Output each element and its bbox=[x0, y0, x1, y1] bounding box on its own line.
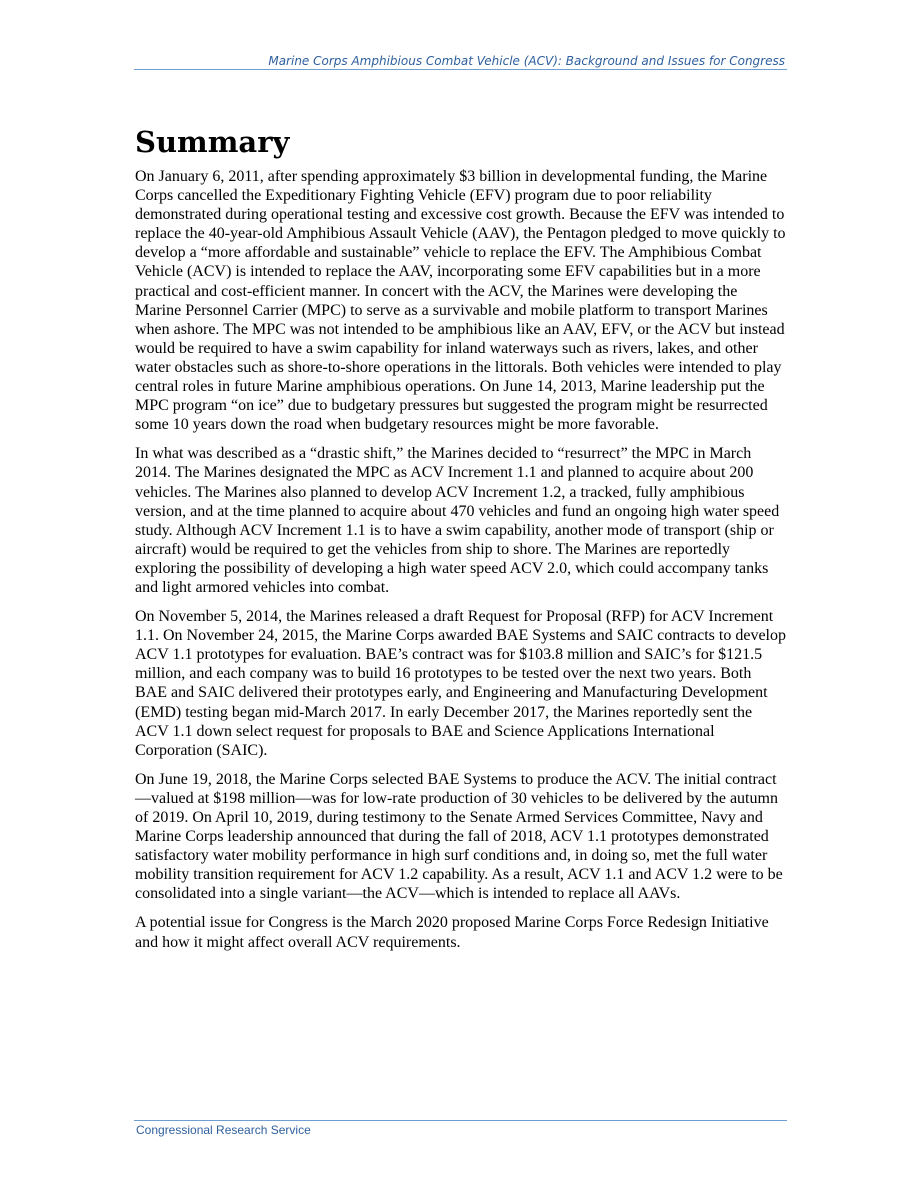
summary-paragraph-1: On January 6, 2011, after spending approximately $3 billion in developmental funding, the Marine Corps cancelled the Expeditionary Fighting Vehicle (EFV) program due to poor reliability demonstrated during operational testing and excessive cost growth. Because the EFV was intended to replace the 40-year-old Amphibious Assault Vehicle (AAV), the Pentagon pledged to move quickly to develop a “more affordable and sustainable” vehicle to replace the EFV. The Amphibious Combat Vehicle (ACV) is intended to replace the AAV, incorporating some EFV capabilities but in a more practical and cost-efficient manner. In concert with the ACV, the Marines were developing the Marine Personnel Carrier (MPC) to serve as a survivable and mobile platform to transport Marines when ashore. The MPC was not intended to be amphibious like an AAV, EFV, or the ACV but instead would be required to have a swim capability for inland waterways such as rivers, lakes, and other water obstacles such as shore-to-shore operations in the littorals. Both vehicles were intended to play central roles in future Marine amphibious operations. On June 14, 2013, Marine leadership put the MPC program “on ice” due to budgetary pressures but suggested the program might be resurrected some 10 years down the road when budgetary resources might be more favorable. bbox=[135, 168, 786, 434]
summary-paragraph-4: On June 19, 2018, the Marine Corps selected BAE Systems to produce the ACV. The initial contract—valued at $198 million—was for low-rate production of 30 vehicles to be delivered by the autumn of 2019. On April 10, 2019, during testimony to the Senate Armed Services Committee, Navy and Marine Corps leadership announced that during the fall of 2018, ACV 1.1 prototypes demonstrated satisfactory water mobility performance in high surf conditions and, in doing so, met the full water mobility transition requirement for ACV 1.2 capability. As a result, ACV 1.1 and ACV 1.2 were to be consolidated into a single variant—the ACV—which is intended to replace all AAVs. bbox=[135, 770, 783, 903]
footer-divider bbox=[134, 1120, 787, 1121]
summary-paragraph-2: In what was described as a “drastic shift,” the Marines decided to “resurrect” the MPC in March 2014. The Marines designated the MPC as ACV Increment 1.1 and planned to acquire about 200 vehicles. The Marines also planned to develop ACV Increment 1.2, a tracked, fully amphibious version, and at the time planned to acquire about 470 vehicles and fund an ongoing high water speed study. Although ACV Increment 1.1 is to have a swim capability, another mode of transport (ship or aircraft) would be required to get the vehicles from ship to shore. The Marines are reportedly exploring the possibility of developing a high water speed ACV 2.0, which could accompany tanks and light armored vehicles into combat. bbox=[135, 445, 780, 596]
summary-paragraph-3: On November 5, 2014, the Marines released a draft Request for Proposal (RFP) for ACV Increment 1.1. On November 24, 2015, the Marine Corps awarded BAE Systems and SAIC contracts to develop ACV 1.1 prototypes for evaluation. BAE’s contract was for $103.8 million and SAIC’s for $121.5 million, and each company was to build 16 prototypes to be tested over the next two years. Both BAE and SAIC delivered their prototypes early, and Engineering and Manufacturing Development (EMD) testing began mid-March 2017. In early December 2017, the Marines reportedly sent the ACV 1.1 down select request for proposals to BAE and Science Applications International Corporation (SAIC). bbox=[135, 608, 786, 759]
publisher-name: Congressional Research Service bbox=[136, 1123, 311, 1137]
running-title: Marine Corps Amphibious Combat Vehicle (ACV): Background and Issues for Congress bbox=[268, 54, 785, 68]
summary-paragraph-5: A potential issue for Congress is the March 2020 proposed Marine Corps Force Redesign Initiative and how it might affect overall ACV requirements. bbox=[135, 914, 769, 951]
summary-body bbox=[135, 167, 787, 962]
header-divider bbox=[134, 69, 787, 70]
section-heading: Summary bbox=[135, 125, 290, 159]
